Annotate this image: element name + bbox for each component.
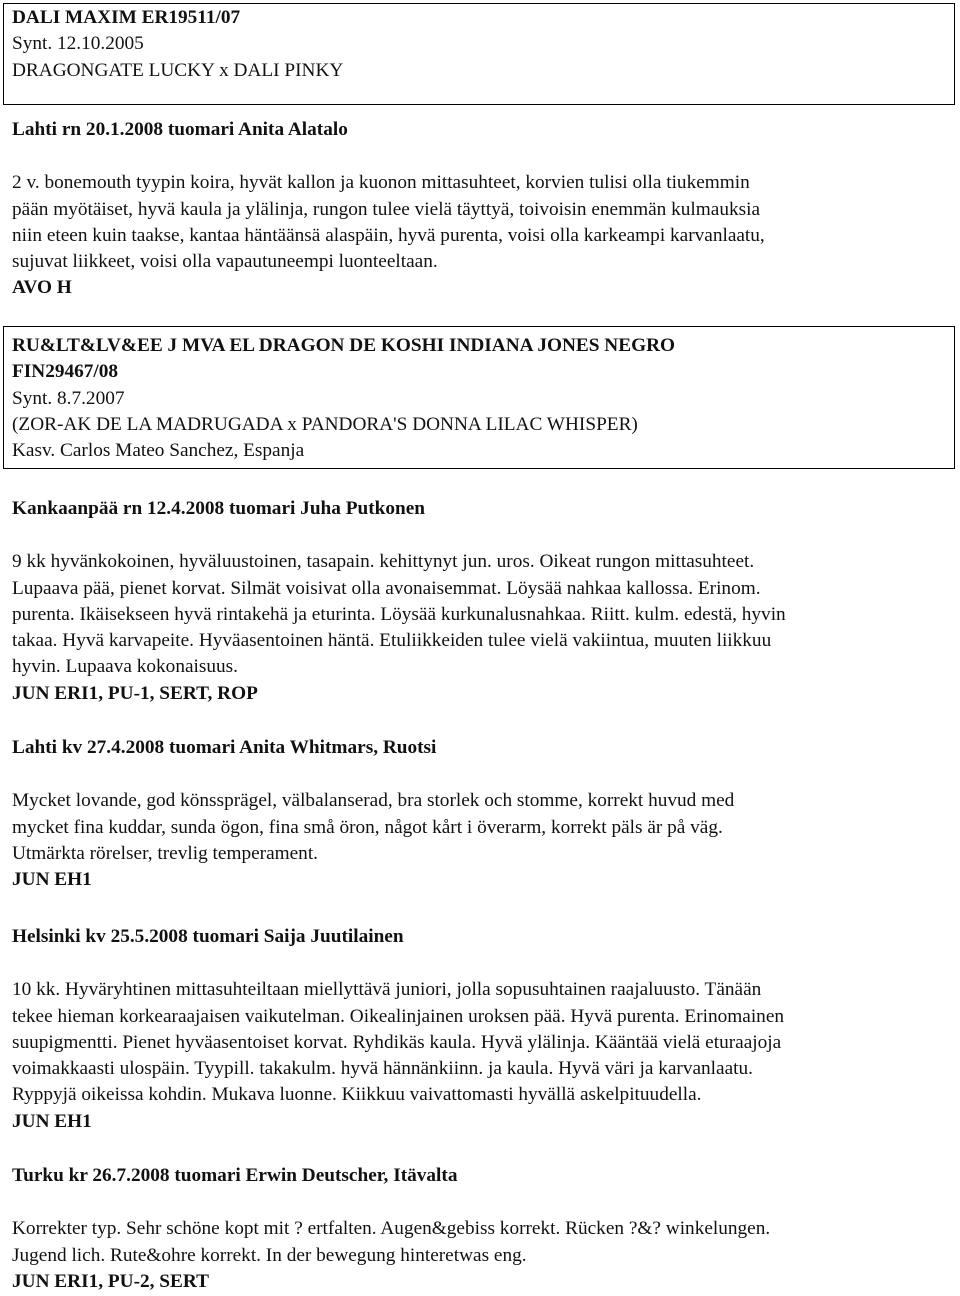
critique-line: voimakkaasti ulospäin. Tyypill. takakulm. hyvä hännänkiinn. ja kaula. Hyvä väri ja karvanlaatu. (12, 1058, 753, 1080)
dog-info (12, 333, 947, 464)
show-result: AVO H (12, 277, 72, 299)
show-entry (12, 735, 947, 893)
critique-line: Lupaava pää, pienet korvat. Silmät voisivat olla avonaisemmat. Löysää nahkaa kallossa. Erinom. (12, 577, 761, 599)
critique-line: Utmärkta rörelser, trevlig temperament. (12, 842, 318, 864)
dog-name: DALI MAXIM ER19511/07 (12, 7, 241, 28)
show-heading: Turku kr 26.7.2008 tuomari Erwin Deutscher, Itävalta (12, 1165, 458, 1186)
show-entry (12, 117, 947, 302)
critique-line: Ryppyjä oikeissa kohdin. Mukava luonne. Kiikkuu vaivattomasti hyvällä askelpituudella. (12, 1084, 702, 1106)
dog-registration: FIN29467/08 (12, 361, 119, 383)
show-result: JUN ERI1, PU-2, SERT (12, 1270, 209, 1292)
critique-line: Jugend lich. Rute&ohre korrekt. In der bewegung hinteretwas eng. (12, 1244, 527, 1266)
critique-line: 10 kk. Hyväryhtinen mittasuhteiltaan miellyttävä juniori, jolla sopusuhtainen raajaluusto. Tänään (12, 979, 762, 1001)
show-heading: Lahti kv 27.4.2008 tuomari Anita Whitmars, Ruotsi (12, 737, 437, 758)
show-heading: Helsinki kv 25.5.2008 tuomari Saija Juutilainen (12, 926, 404, 947)
critique-line: 9 kk hyvänkokoinen, hyväluustoinen, tasapain. kehittynyt jun. uros. Oikeat rungon mittasuhteet. (12, 551, 755, 573)
dog-breeder: Kasv. Carlos Mateo Sanchez, Espanja (12, 440, 305, 462)
critique-line: mycket fina kuddar, sunda ögon, fina små öron, något kårt i överarm, korrekt päls är på väg. (12, 816, 723, 838)
dog-birth-date: Synt. 12.10.2005 (12, 33, 144, 55)
critique-line: 2 v. bonemouth tyypin koira, hyvät kallon ja kuonon mittasuhteet, korvien tulisi olla tiukemmin (12, 172, 750, 194)
critique-line: pään myötäiset, hyvä kaula ja ylälinja, rungon tulee vielä täyttyä, toivoisin enemmän kulmauksia (12, 198, 761, 220)
critique-line: hyvin. Lupaava kokonaisuus. (12, 656, 238, 678)
dog-parents: (ZOR-AK DE LA MADRUGADA x PANDORA'S DONNA LILAC WHISPER) (12, 413, 638, 435)
critique-line: sujuvat liikkeet, voisi olla vapautuneempi luonteeltaan. (12, 251, 438, 273)
critique-line: Mycket lovande, god könssprägel, välbalanserad, bra storlek och stomme, korrekt huvud med (12, 790, 735, 812)
critique-line: purenta. Ikäisekseen hyvä rintakehä ja eturinta. Löysää kurkunalusnahkaa. Riitt. kulm. edestä, hyvin (12, 603, 786, 625)
show-entry (12, 496, 947, 707)
show-result: JUN EH1 (12, 1110, 92, 1132)
critique-line: Korrekter typ. Sehr schöne kopt mit ? ertfalten. Augen&gebiss korrekt. Rücken ?&? winkelungen. (12, 1218, 771, 1240)
dog-info (12, 5, 947, 84)
critique-line: takaa. Hyvä karvapeite. Hyväasentoinen häntä. Etuliikkeiden tulee vielä vakiintua, muuten liikkuu (12, 630, 772, 652)
dog-birth-date: Synt. 8.7.2007 (12, 387, 125, 409)
critique-line: tekee hieman korkearaajaisen vaikutelman. Oikealinjainen uroksen pää. Hyvä purenta. Erinomainen (12, 1005, 785, 1027)
show-heading: Lahti rn 20.1.2008 tuomari Anita Alatalo (12, 119, 348, 140)
dog-parents: DRAGONGATE LUCKY x DALI PINKY (12, 59, 344, 81)
show-heading: Kankaanpää rn 12.4.2008 tuomari Juha Putkonen (12, 498, 426, 519)
show-entry (12, 924, 947, 1135)
show-result: JUN ERI1, PU-1, SERT, ROP (12, 682, 258, 704)
show-entry (12, 1163, 947, 1295)
dog-name: RU&LT&LV&EE J MVA EL DRAGON DE KOSHI INDIANA JONES NEGRO (12, 335, 676, 356)
show-result: JUN EH1 (12, 869, 92, 891)
critique-line: niin eteen kuin taakse, kantaa häntäänsä alaspäin, hyvä purenta, voisi olla karkeampi karvanlaatu, (12, 224, 765, 246)
critique-line: suupigmentti. Pienet hyväasentoiset korvat. Ryhdikäs kaula. Hyvä ylälinja. Kääntää vielä eturaajoja (12, 1031, 782, 1053)
